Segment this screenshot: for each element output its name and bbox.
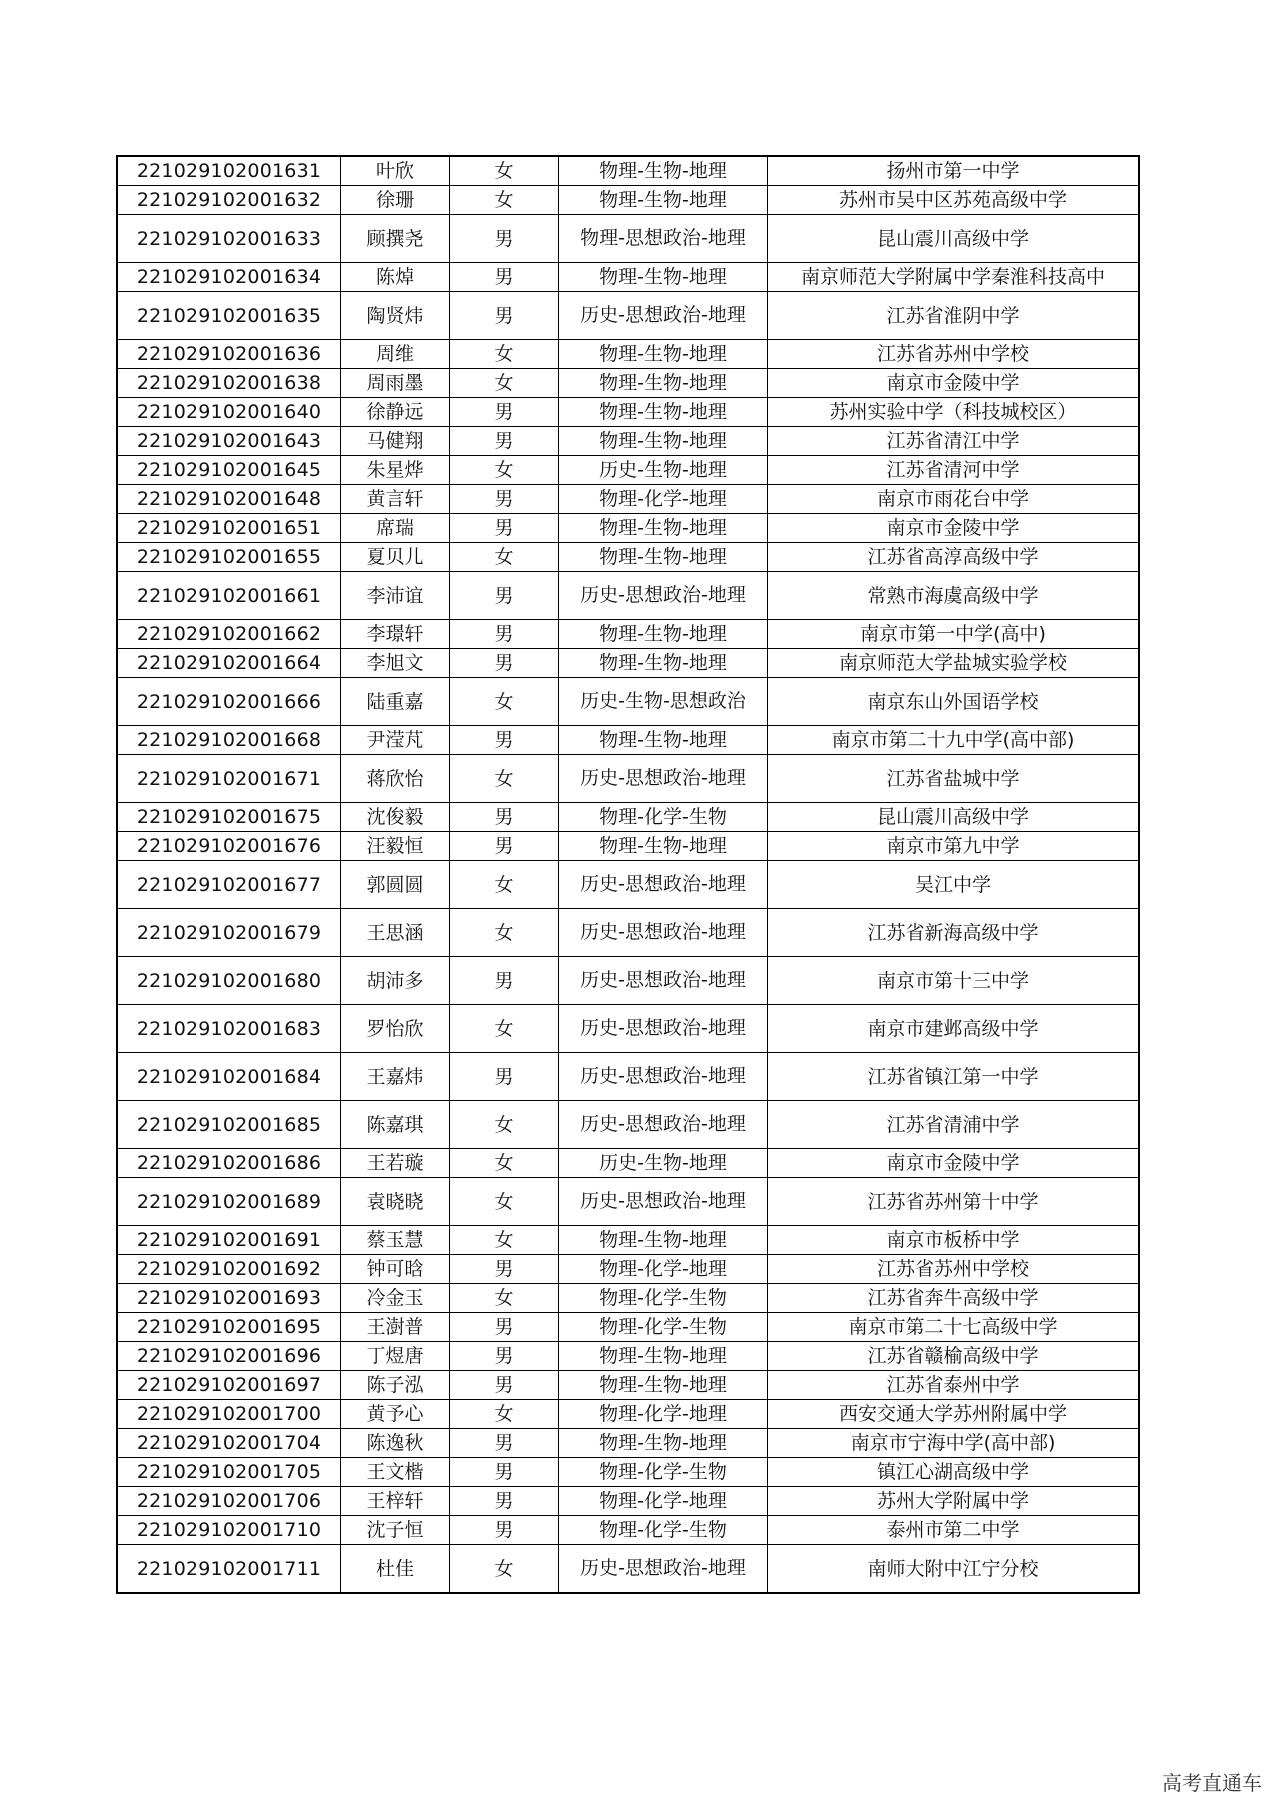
table-row (117, 514, 1139, 543)
student-id-cell: 221029102001697 (117, 1371, 341, 1400)
subject-combination-cell: 物理-化学-地理 (559, 1487, 768, 1516)
table-row (117, 1101, 1139, 1149)
table-row (117, 1178, 1139, 1226)
student-sex-cell: 男 (450, 957, 559, 1005)
table-row (117, 543, 1139, 572)
student-id-cell: 221029102001689 (117, 1178, 341, 1226)
student-name-cell: 黄言轩 (341, 485, 450, 514)
student-sex-cell: 女 (450, 678, 559, 726)
student-name-cell: 冷金玉 (341, 1284, 450, 1313)
student-name-cell: 马健翔 (341, 427, 450, 456)
subject-combination-cell: 历史-思想政治-地理 (559, 1545, 768, 1594)
student-sex-cell: 男 (450, 572, 559, 620)
student-id-cell: 221029102001633 (117, 215, 341, 263)
table-row (117, 572, 1139, 620)
subject-combination-cell: 历史-思想政治-地理 (559, 909, 768, 957)
school-cell: 昆山震川高级中学 (768, 215, 1140, 263)
student-id-cell: 221029102001696 (117, 1342, 341, 1371)
school-cell: 南京市第九中学 (768, 832, 1140, 861)
admission-table (116, 155, 1140, 1594)
school-cell: 江苏省高淳高级中学 (768, 543, 1140, 572)
table-row (117, 1005, 1139, 1053)
school-cell: 西安交通大学苏州附属中学 (768, 1400, 1140, 1429)
school-cell: 江苏省清浦中学 (768, 1101, 1140, 1149)
table-row (117, 215, 1139, 263)
student-name-cell: 王梓轩 (341, 1487, 450, 1516)
subject-combination-cell: 物理-化学-生物 (559, 1284, 768, 1313)
school-cell: 南师大附中江宁分校 (768, 1545, 1140, 1594)
student-sex-cell: 男 (450, 726, 559, 755)
student-sex-cell: 男 (450, 215, 559, 263)
school-cell: 江苏省苏州中学校 (768, 340, 1140, 369)
student-id-cell: 221029102001648 (117, 485, 341, 514)
student-id-cell: 221029102001691 (117, 1226, 341, 1255)
school-cell: 江苏省盐城中学 (768, 755, 1140, 803)
subject-combination-cell: 物理-生物-地理 (559, 1429, 768, 1458)
school-cell: 南京市金陵中学 (768, 369, 1140, 398)
table-row (117, 485, 1139, 514)
student-name-cell: 王思涵 (341, 909, 450, 957)
student-id-cell: 221029102001632 (117, 186, 341, 215)
student-name-cell: 陶贤炜 (341, 292, 450, 340)
student-name-cell: 沈俊毅 (341, 803, 450, 832)
student-name-cell: 尹滢芃 (341, 726, 450, 755)
school-cell: 南京市雨花台中学 (768, 485, 1140, 514)
student-name-cell: 周雨墨 (341, 369, 450, 398)
school-cell: 吴江中学 (768, 861, 1140, 909)
student-sex-cell: 男 (450, 427, 559, 456)
subject-combination-cell: 历史-思想政治-地理 (559, 1005, 768, 1053)
school-cell: 苏州大学附属中学 (768, 1487, 1140, 1516)
student-sex-cell: 女 (450, 1149, 559, 1178)
student-sex-cell: 女 (450, 1226, 559, 1255)
student-name-cell: 王若璇 (341, 1149, 450, 1178)
table-row (117, 186, 1139, 215)
subject-combination-cell: 物理-化学-生物 (559, 803, 768, 832)
subject-combination-cell: 历史-思想政治-地理 (559, 957, 768, 1005)
student-id-cell: 221029102001668 (117, 726, 341, 755)
student-sex-cell: 女 (450, 861, 559, 909)
school-cell: 江苏省奔牛高级中学 (768, 1284, 1140, 1313)
table-row (117, 1149, 1139, 1178)
subject-combination-cell: 历史-思想政治-地理 (559, 1053, 768, 1101)
student-sex-cell: 女 (450, 755, 559, 803)
table-row (117, 1458, 1139, 1487)
subject-combination-cell: 物理-生物-地理 (559, 514, 768, 543)
student-id-cell: 221029102001677 (117, 861, 341, 909)
subject-combination-cell: 物理-化学-生物 (559, 1458, 768, 1487)
school-cell: 江苏省淮阴中学 (768, 292, 1140, 340)
student-id-cell: 221029102001686 (117, 1149, 341, 1178)
table-row (117, 340, 1139, 369)
table-row (117, 1226, 1139, 1255)
student-sex-cell: 男 (450, 832, 559, 861)
subject-combination-cell: 物理-生物-地理 (559, 156, 768, 186)
school-cell: 南京师范大学盐城实验学校 (768, 649, 1140, 678)
subject-combination-cell: 历史-生物-地理 (559, 1149, 768, 1178)
student-id-cell: 221029102001666 (117, 678, 341, 726)
subject-combination-cell: 物理-化学-生物 (559, 1516, 768, 1545)
student-name-cell: 陈逸秋 (341, 1429, 450, 1458)
student-id-cell: 221029102001662 (117, 620, 341, 649)
student-id-cell: 221029102001651 (117, 514, 341, 543)
school-cell: 苏州市吴中区苏苑高级中学 (768, 186, 1140, 215)
student-sex-cell: 男 (450, 1371, 559, 1400)
table-row (117, 803, 1139, 832)
student-sex-cell: 女 (450, 369, 559, 398)
student-name-cell: 汪毅恒 (341, 832, 450, 861)
student-sex-cell: 男 (450, 1429, 559, 1458)
school-cell: 常熟市海虞高级中学 (768, 572, 1140, 620)
student-id-cell: 221029102001638 (117, 369, 341, 398)
subject-combination-cell: 历史-思想政治-地理 (559, 755, 768, 803)
table-row (117, 1313, 1139, 1342)
student-name-cell: 李璟轩 (341, 620, 450, 649)
student-id-cell: 221029102001635 (117, 292, 341, 340)
school-cell: 南京市宁海中学(高中部) (768, 1429, 1140, 1458)
student-sex-cell: 男 (450, 649, 559, 678)
student-name-cell: 袁晓晓 (341, 1178, 450, 1226)
school-cell: 江苏省泰州中学 (768, 1371, 1140, 1400)
student-name-cell: 王文楷 (341, 1458, 450, 1487)
school-cell: 南京市金陵中学 (768, 1149, 1140, 1178)
student-sex-cell: 女 (450, 909, 559, 957)
school-cell: 江苏省新海高级中学 (768, 909, 1140, 957)
student-sex-cell: 男 (450, 485, 559, 514)
student-name-cell: 陆重嘉 (341, 678, 450, 726)
student-id-cell: 221029102001693 (117, 1284, 341, 1313)
school-cell: 江苏省苏州第十中学 (768, 1178, 1140, 1226)
student-name-cell: 王澍普 (341, 1313, 450, 1342)
student-name-cell: 朱星烨 (341, 456, 450, 485)
student-name-cell: 陈子泓 (341, 1371, 450, 1400)
student-id-cell: 221029102001661 (117, 572, 341, 620)
student-sex-cell: 女 (450, 456, 559, 485)
table-row (117, 861, 1139, 909)
subject-combination-cell: 物理-思想政治-地理 (559, 215, 768, 263)
student-sex-cell: 女 (450, 1545, 559, 1594)
table-row (117, 1255, 1139, 1284)
student-sex-cell: 男 (450, 620, 559, 649)
table-row (117, 456, 1139, 485)
subject-combination-cell: 物理-化学-地理 (559, 1400, 768, 1429)
subject-combination-cell: 物理-生物-地理 (559, 340, 768, 369)
admission-table-body (117, 156, 1139, 1593)
student-id-cell: 221029102001676 (117, 832, 341, 861)
school-cell: 扬州市第一中学 (768, 156, 1140, 186)
table-row (117, 156, 1139, 186)
student-name-cell: 陈焯 (341, 263, 450, 292)
student-sex-cell: 男 (450, 1313, 559, 1342)
school-cell: 南京市第二十九中学(高中部) (768, 726, 1140, 755)
subject-combination-cell: 物理-生物-地理 (559, 832, 768, 861)
student-name-cell: 沈子恒 (341, 1516, 450, 1545)
table-row (117, 909, 1139, 957)
student-name-cell: 黄予心 (341, 1400, 450, 1429)
student-name-cell: 叶欣 (341, 156, 450, 186)
subject-combination-cell: 物理-生物-地理 (559, 1342, 768, 1371)
subject-combination-cell: 物理-生物-地理 (559, 263, 768, 292)
school-cell: 江苏省镇江第一中学 (768, 1053, 1140, 1101)
student-id-cell: 221029102001634 (117, 263, 341, 292)
student-id-cell: 221029102001705 (117, 1458, 341, 1487)
subject-combination-cell: 历史-思想政治-地理 (559, 572, 768, 620)
table-row (117, 1400, 1139, 1429)
school-cell: 江苏省清江中学 (768, 427, 1140, 456)
student-id-cell: 221029102001711 (117, 1545, 341, 1594)
table-row (117, 678, 1139, 726)
student-name-cell: 郭圆圆 (341, 861, 450, 909)
table-row (117, 369, 1139, 398)
student-name-cell: 蔡玉慧 (341, 1226, 450, 1255)
school-cell: 镇江心湖高级中学 (768, 1458, 1140, 1487)
subject-combination-cell: 物理-化学-生物 (559, 1313, 768, 1342)
student-name-cell: 钟可晗 (341, 1255, 450, 1284)
student-id-cell: 221029102001675 (117, 803, 341, 832)
student-sex-cell: 女 (450, 156, 559, 186)
student-id-cell: 221029102001655 (117, 543, 341, 572)
school-cell: 江苏省赣榆高级中学 (768, 1342, 1140, 1371)
student-sex-cell: 男 (450, 1487, 559, 1516)
subject-combination-cell: 物理-生物-地理 (559, 543, 768, 572)
student-name-cell: 夏贝儿 (341, 543, 450, 572)
student-name-cell: 王嘉炜 (341, 1053, 450, 1101)
student-sex-cell: 男 (450, 803, 559, 832)
student-name-cell: 顾撰尧 (341, 215, 450, 263)
school-cell: 苏州实验中学（科技城校区） (768, 398, 1140, 427)
student-name-cell: 李旭文 (341, 649, 450, 678)
subject-combination-cell: 物理-生物-地理 (559, 369, 768, 398)
school-cell: 江苏省清河中学 (768, 456, 1140, 485)
table-row (117, 398, 1139, 427)
subject-combination-cell: 历史-生物-地理 (559, 456, 768, 485)
student-id-cell: 221029102001640 (117, 398, 341, 427)
school-cell: 南京东山外国语学校 (768, 678, 1140, 726)
student-sex-cell: 女 (450, 1400, 559, 1429)
student-name-cell: 蒋欣怡 (341, 755, 450, 803)
subject-combination-cell: 历史-思想政治-地理 (559, 1178, 768, 1226)
student-sex-cell: 女 (450, 1005, 559, 1053)
student-id-cell: 221029102001706 (117, 1487, 341, 1516)
student-name-cell: 徐静远 (341, 398, 450, 427)
student-name-cell: 罗怡欣 (341, 1005, 450, 1053)
table-row (117, 620, 1139, 649)
student-id-cell: 221029102001631 (117, 156, 341, 186)
school-cell: 泰州市第二中学 (768, 1516, 1140, 1545)
student-sex-cell: 女 (450, 1178, 559, 1226)
table-row (117, 427, 1139, 456)
student-id-cell: 221029102001695 (117, 1313, 341, 1342)
table-row (117, 1545, 1139, 1594)
student-sex-cell: 男 (450, 1053, 559, 1101)
table-row (117, 649, 1139, 678)
student-id-cell: 221029102001700 (117, 1400, 341, 1429)
student-name-cell: 杜佳 (341, 1545, 450, 1594)
subject-combination-cell: 物理-化学-地理 (559, 485, 768, 514)
school-cell: 南京市板桥中学 (768, 1226, 1140, 1255)
student-id-cell: 221029102001645 (117, 456, 341, 485)
subject-combination-cell: 物理-生物-地理 (559, 726, 768, 755)
student-sex-cell: 男 (450, 1516, 559, 1545)
student-sex-cell: 男 (450, 263, 559, 292)
table-row (117, 726, 1139, 755)
student-name-cell: 丁煜唐 (341, 1342, 450, 1371)
table-row (117, 832, 1139, 861)
table-row (117, 1429, 1139, 1458)
subject-combination-cell: 物理-化学-地理 (559, 1255, 768, 1284)
subject-combination-cell: 物理-生物-地理 (559, 649, 768, 678)
student-id-cell: 221029102001710 (117, 1516, 341, 1545)
student-id-cell: 221029102001685 (117, 1101, 341, 1149)
table-row (117, 755, 1139, 803)
student-name-cell: 周维 (341, 340, 450, 369)
student-id-cell: 221029102001683 (117, 1005, 341, 1053)
student-id-cell: 221029102001704 (117, 1429, 341, 1458)
subject-combination-cell: 物理-生物-地理 (559, 398, 768, 427)
school-cell: 南京市金陵中学 (768, 514, 1140, 543)
table-row (117, 1371, 1139, 1400)
subject-combination-cell: 物理-生物-地理 (559, 1371, 768, 1400)
table-row (117, 1284, 1139, 1313)
school-cell: 南京师范大学附属中学秦淮科技高中 (768, 263, 1140, 292)
table-row (117, 263, 1139, 292)
school-cell: 昆山震川高级中学 (768, 803, 1140, 832)
student-name-cell: 胡沛多 (341, 957, 450, 1005)
subject-combination-cell: 历史-生物-思想政治 (559, 678, 768, 726)
subject-combination-cell: 物理-生物-地理 (559, 427, 768, 456)
student-name-cell: 李沛谊 (341, 572, 450, 620)
student-id-cell: 221029102001636 (117, 340, 341, 369)
subject-combination-cell: 物理-生物-地理 (559, 186, 768, 215)
student-sex-cell: 女 (450, 186, 559, 215)
student-name-cell: 陈嘉琪 (341, 1101, 450, 1149)
student-id-cell: 221029102001643 (117, 427, 341, 456)
school-cell: 江苏省苏州中学校 (768, 1255, 1140, 1284)
student-sex-cell: 男 (450, 1458, 559, 1487)
subject-combination-cell: 历史-思想政治-地理 (559, 1101, 768, 1149)
student-sex-cell: 男 (450, 514, 559, 543)
student-id-cell: 221029102001671 (117, 755, 341, 803)
student-sex-cell: 女 (450, 543, 559, 572)
subject-combination-cell: 物理-生物-地理 (559, 1226, 768, 1255)
subject-combination-cell: 物理-生物-地理 (559, 620, 768, 649)
student-sex-cell: 女 (450, 1101, 559, 1149)
student-sex-cell: 女 (450, 1284, 559, 1313)
student-sex-cell: 男 (450, 1255, 559, 1284)
subject-combination-cell: 历史-思想政治-地理 (559, 292, 768, 340)
student-id-cell: 221029102001684 (117, 1053, 341, 1101)
student-id-cell: 221029102001692 (117, 1255, 341, 1284)
student-id-cell: 221029102001679 (117, 909, 341, 957)
student-sex-cell: 男 (450, 1342, 559, 1371)
school-cell: 南京市第二十七高级中学 (768, 1313, 1140, 1342)
student-name-cell: 席瑞 (341, 514, 450, 543)
table-row (117, 292, 1139, 340)
subject-combination-cell: 历史-思想政治-地理 (559, 861, 768, 909)
school-cell: 南京市第一中学(高中) (768, 620, 1140, 649)
table-row (117, 1487, 1139, 1516)
table-row (117, 1516, 1139, 1545)
table-row (117, 1053, 1139, 1101)
student-name-cell: 徐珊 (341, 186, 450, 215)
student-sex-cell: 女 (450, 340, 559, 369)
table-row (117, 957, 1139, 1005)
table-row (117, 1342, 1139, 1371)
student-sex-cell: 男 (450, 398, 559, 427)
student-id-cell: 221029102001664 (117, 649, 341, 678)
school-cell: 南京市第十三中学 (768, 957, 1140, 1005)
school-cell: 南京市建邺高级中学 (768, 1005, 1140, 1053)
student-sex-cell: 男 (450, 292, 559, 340)
student-id-cell: 221029102001680 (117, 957, 341, 1005)
watermark: 高考直通车 (1162, 1771, 1262, 1795)
